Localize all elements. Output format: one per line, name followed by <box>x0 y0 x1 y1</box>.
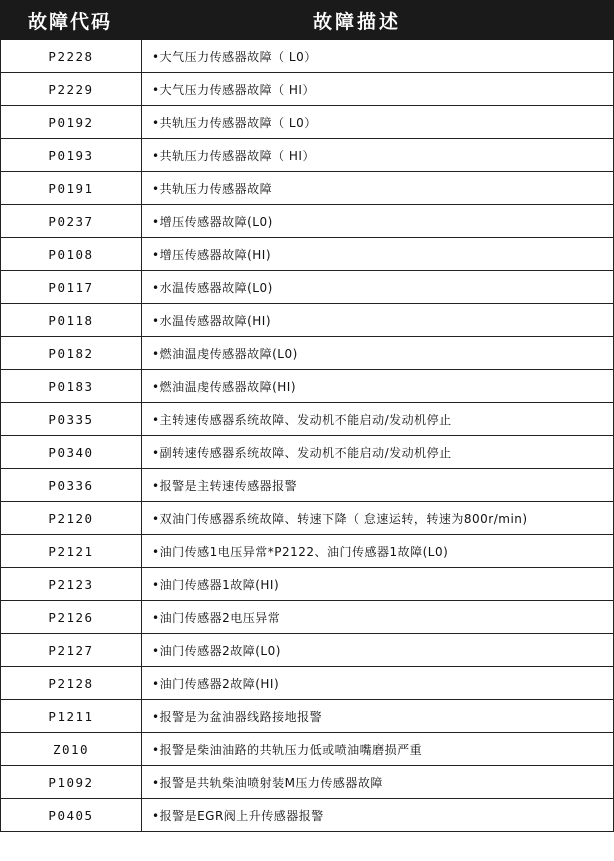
fault-code: P2123 <box>1 568 142 600</box>
fault-description: •水温传感器故障(L0) <box>152 280 273 295</box>
fault-description: •大气压力传感器故障（ HI） <box>152 82 315 97</box>
table-row <box>1 337 613 370</box>
fault-description: •油门传感器2故障(L0) <box>152 643 281 658</box>
fault-description: •大气压力传感器故障（ L0） <box>152 49 317 64</box>
fault-description: •报警是柴油油路的共轨压力低或喷油嘴磨损严重 <box>152 742 423 757</box>
fault-description: •副转速传感器系统故障、发动机不能启动/发动机停止 <box>152 445 452 460</box>
table-header <box>0 0 614 40</box>
table-row <box>1 667 613 700</box>
fault-code: P2120 <box>1 502 142 534</box>
fault-code: P0118 <box>1 304 142 336</box>
fault-description: •油门传感器2电压异常 <box>152 610 281 625</box>
fault-description: •油门传感器2故障(HI) <box>152 676 280 691</box>
fault-code: P2127 <box>1 634 142 666</box>
table-row <box>1 370 613 403</box>
fault-description: •燃油温虔传感器故障(HI) <box>152 379 297 394</box>
fault-code: P0335 <box>1 403 142 435</box>
fault-description: •报警是为盆油器线路接地报警 <box>152 709 323 724</box>
fault-code: P0191 <box>1 172 142 204</box>
fault-code: P2121 <box>1 535 142 567</box>
table-row <box>1 502 613 535</box>
table-row <box>1 601 613 634</box>
fault-code: P0237 <box>1 205 142 237</box>
table-row <box>1 73 613 106</box>
fault-description: •报警是EGR阀上升传感器报警 <box>152 808 324 823</box>
fault-description: •增压传感器故障(HI) <box>152 247 272 262</box>
table-row <box>1 139 613 172</box>
fault-description: •燃油温虔传感器故障(L0) <box>152 346 298 361</box>
fault-code: P0183 <box>1 370 142 402</box>
fault-description: •共轨压力传感器故障（ HI） <box>152 148 315 163</box>
table-row <box>1 238 613 271</box>
table-row <box>1 40 613 73</box>
fault-code: P0117 <box>1 271 142 303</box>
table-row <box>1 403 613 436</box>
header-description: 故障描述 <box>312 10 401 33</box>
fault-code: P0336 <box>1 469 142 501</box>
table-body <box>0 40 614 832</box>
fault-description: •共轨压力传感器故障（ L0） <box>152 115 317 130</box>
table-row <box>1 271 613 304</box>
table-row <box>1 436 613 469</box>
fault-description: •油门传感器1故障(HI) <box>152 577 280 592</box>
fault-code: P0192 <box>1 106 142 138</box>
fault-code: P0340 <box>1 436 142 468</box>
fault-description: •油门传感1电压异常*P2122、油门传感器1故障(L0) <box>152 544 449 559</box>
fault-description: •主转速传感器系统故障、发动机不能启动/发动机停止 <box>152 412 452 427</box>
table-row <box>1 766 613 799</box>
fault-description: •双油门传感器系统故障、转速下降（ 怠速运转，转速为800r/min) <box>152 511 528 526</box>
fault-description: •报警是共轨柴油喷射装M压力传感器故障 <box>152 775 383 790</box>
fault-code: P2228 <box>1 40 142 72</box>
table-row <box>1 106 613 139</box>
table-row <box>1 469 613 502</box>
table-row <box>1 733 613 766</box>
fault-code: P2128 <box>1 667 142 699</box>
fault-code: P1211 <box>1 700 142 732</box>
table-row <box>1 799 613 832</box>
header-code: 故障代码 <box>27 10 112 33</box>
table-row <box>1 568 613 601</box>
table-row <box>1 634 613 667</box>
fault-code: P2126 <box>1 601 142 633</box>
fault-code: P0108 <box>1 238 142 270</box>
fault-code: P0182 <box>1 337 142 369</box>
fault-code: P0193 <box>1 139 142 171</box>
fault-description: •报警是主转速传感器报警 <box>152 478 298 493</box>
fault-description: •增压传感器故障(L0) <box>152 214 273 229</box>
fault-description: •水温传感器故障(HI) <box>152 313 272 328</box>
fault-code: Z010 <box>1 733 142 765</box>
fault-code: P2229 <box>1 73 142 105</box>
table-row <box>1 172 613 205</box>
fault-code: P0405 <box>1 799 142 831</box>
fault-code: P1092 <box>1 766 142 798</box>
table-row <box>1 205 613 238</box>
table-row <box>1 304 613 337</box>
fault-description: •共轨压力传感器故障 <box>152 181 273 196</box>
table-row <box>1 700 613 733</box>
table-row <box>1 535 613 568</box>
